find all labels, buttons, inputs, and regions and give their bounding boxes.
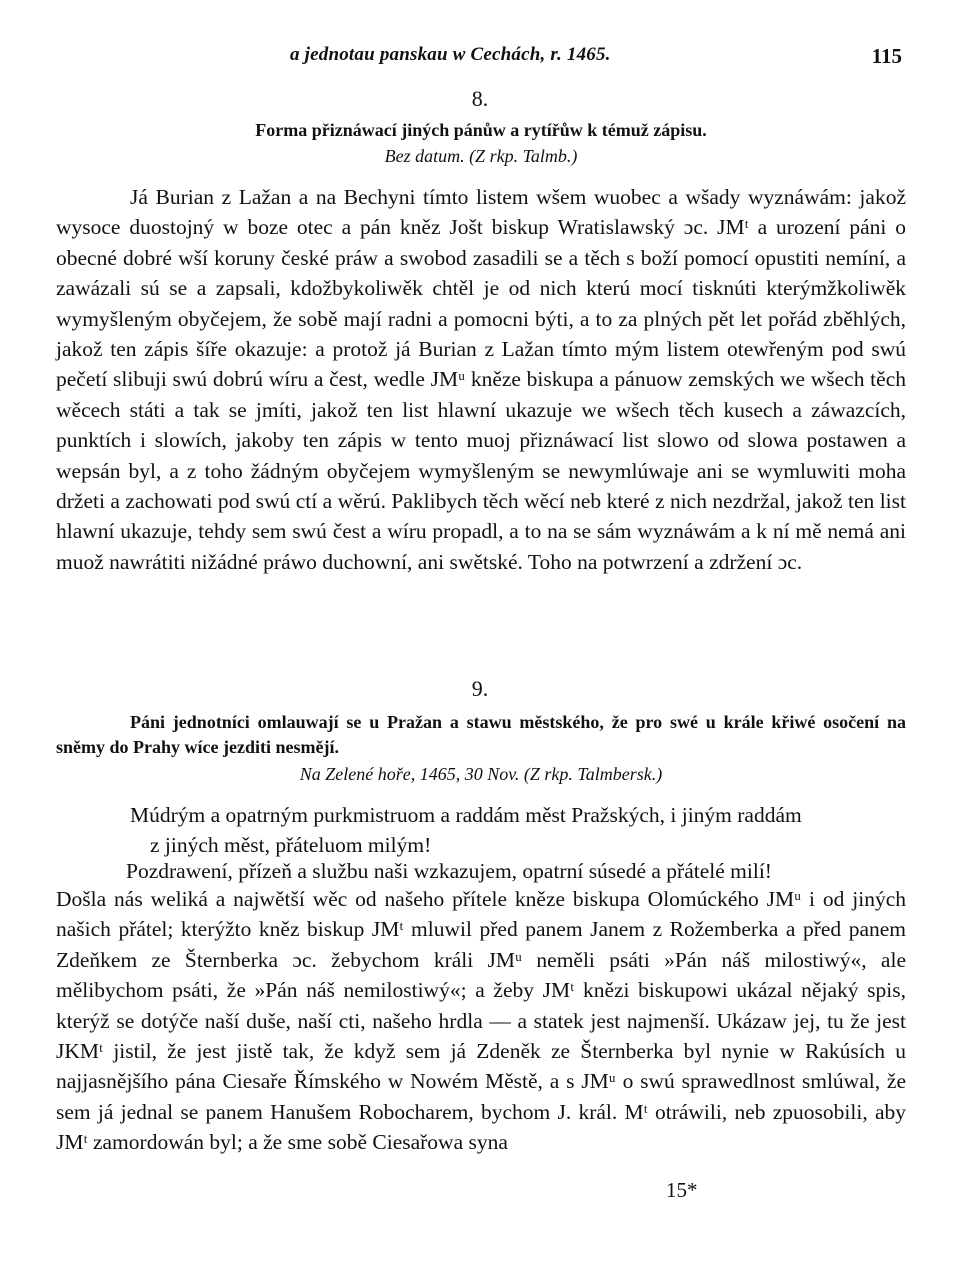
document-8-text: Já Burian z Lažan a na Bechyni tímto listem wšem wuobec a wšady wyznáwám: jakož wysoce duostojný w boze otec a pán kněz Jošt biskup Wratislawský ɔc. JMᵗ a urození páni o obecné dobré wší koruny české práw a swobod zasadili se a těch s boží pomocí opustiti nemíní, a zawázali sú se a zapsali, kdožbykoliwěk chtěl je od nich kterú mocí tisknúti kterýmžkoliwěk wymyšleným obyčejem, že sobě mají radni a pomocni býti, a to za plných pět let pořád zběhlých, jakož ten zápis šíře okazuje: a protož já Burian z Lažan tímto mým listem otewřeným pod swú pečetí slibuji swú dobrú wíru a čest, wedle JMᵘ kněze biskupa a pánuow zemských we wšech těch wěcech státi a tak se jmíti, jakož ten list hlawní ukazuje we wšech těch kusech a záwazcích, punktích i slowích, jakoby ten zápis w tento muoj přiznáwací list slowo od slowa postawen a wepsán byl, a z toho žádným obyčejem wymyšleným se newymlúwaje ani se wymluwiti moha držeti a zachowati pod swú ctí a wěrú. Paklibych těch wěcí neb které z nich nezdržal, jakož ten list hlawní ukazuje, tehdy sem swú čest a wíru propadl, a to na se sám wyznáwám a k ní mě nemá ani muož nawrátiti nižádné práwo duchowní, ani swětské. Toho na potwrzení a zdržení ɔc. [56,185,906,574]
document-9-source: Na Zelené hoře, 1465, 30 Nov. (Z rkp. Talmbersk.) [299,764,663,784]
document-9-text: Došla nás weliká a najwětší wěc od našeho přítele kněze biskupa Olomúckého JMᵘ i od jiných našich přátel; kterýžto kněz biskup JMᵗ mluwil před panem Janem z Rožemberka a před panem Zdeňkem ze Šternberka ɔc. žebychom králi JMᵘ neměli psáti »Pán náš milostiwý«, ale mělibychom psáti, že »Pán náš nemilostiwý«; a žeby JMᵗ knězi biskupowi ukázal nějaký spis, kterýž se dotýče naší duše, naší cti, našeho hrdla — a statek jest najmenší. Ukázaw jej, tu že jest JKMᵗ jistil, že jest jistě tak, že když sem já Zdeněk ze Šternberka byl nynie w Rakúsích u najjasnějšího pána Ciesaře Římského w Nowém Městě, a s JMᵘ o swú sprawedlnost smlúwal, že sem já jednal se panem Hanušem Robocharem, bychom J. král. Mᵗ otráwili, neb zpuosobili, aby JMᵗ zamordowán byl; a že sme sobě Ciesařowa syna [56,887,906,1155]
document-8-number: 8. [471,86,489,111]
document-9-salutation [130,800,906,861]
document-8-source: Bez datum. (Z rkp. Talmb.) [384,146,578,166]
document-9-number: 9. [471,676,489,701]
signature-mark: 15* [666,1178,698,1202]
salutation-line-1: Múdrým a opatrným purkmistruom a raddám měst Pražských, i jiným raddám [130,803,802,827]
running-head [0,44,960,74]
salutation-line-2: z jiných měst, přáteluom milým! [150,833,432,858]
document-8-heading: Forma přiznáwací jiných pánůw a rytířůw k témuž zápisu. [255,120,707,140]
document-9-greeting: Pozdrawení, přízeň a službu naši wzkazujem, opatrní súsedé a přátelé milí! [126,859,772,883]
running-title: a jednotau panskau w Cechách, r. 1465. [290,44,611,65]
document-9-heading: Páni jednotníci omlauwají se u Pražan a stawu městského, že pro swé u krále křiwé osočení na sněmy do Prahy wíce jezditi nesmějí. [56,712,906,757]
page-number: 115 [871,44,902,68]
